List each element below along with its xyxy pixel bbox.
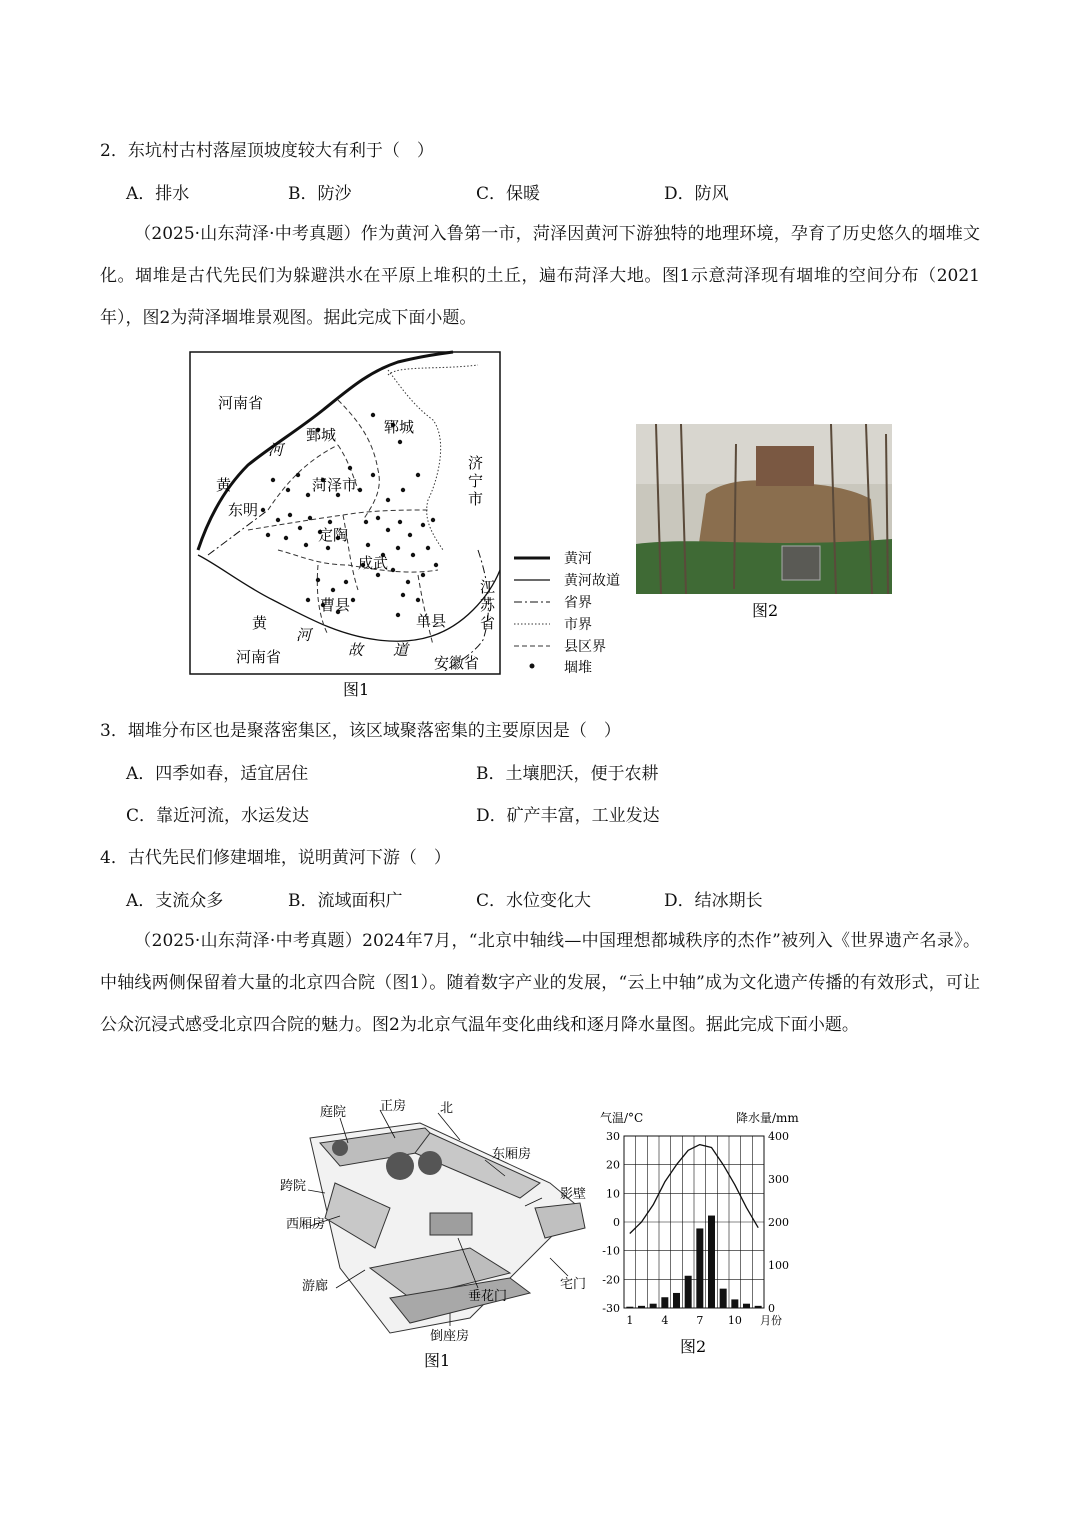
q4-option-d[interactable]: D．结冰期长 bbox=[664, 891, 763, 911]
label-jining bbox=[468, 454, 483, 508]
precip-bar bbox=[731, 1299, 738, 1308]
label-yingbi: 影壁 bbox=[560, 1187, 587, 1202]
label-zhengfang: 正房 bbox=[380, 1099, 407, 1114]
label-dingtao: 定陶 bbox=[318, 526, 349, 544]
label-huang-left: 黄 bbox=[216, 476, 232, 494]
precip-bar bbox=[673, 1293, 680, 1308]
jining-char-1: 济 bbox=[468, 454, 484, 472]
label-chengwu: 成武 bbox=[358, 554, 389, 572]
label-north: 北 bbox=[440, 1101, 454, 1116]
label-shanxian: 单县 bbox=[416, 612, 447, 630]
passage-1-text: （2025·山东菏泽·中考真题）作为黄河入鲁第一市，菏泽因黄河下游独特的地理环境，孕育了历史悠久的堌堆文化。堌堆是古代先民们为躲避洪水在平原上堆积的土丘，遍布菏泽大地。图1示意菏泽现有堌堆的空间分布（2021年），图2为菏泽堌堆景观图。据此完成下面小题。 bbox=[100, 224, 980, 328]
legend-yellow-river: 黄河 bbox=[564, 551, 592, 567]
label-tingyuan: 庭院 bbox=[320, 1105, 347, 1120]
precip-bar bbox=[626, 1307, 633, 1308]
jiangsu-char-1: 江 bbox=[480, 578, 496, 596]
siheyuan-figure bbox=[280, 1098, 600, 1370]
chart-ylabel-right: 降水量/mm bbox=[736, 1111, 799, 1125]
label-jiangsu bbox=[480, 578, 496, 632]
q4-option-a[interactable]: A．支流众多 bbox=[126, 891, 224, 911]
passage-1 bbox=[100, 213, 980, 339]
q3-stem: 3．堌堆分布区也是聚落密集区，该区域聚落密集的主要原因是（ ） bbox=[100, 721, 621, 741]
jining-char-2: 宁 bbox=[468, 472, 484, 490]
label-henan-top: 河南省 bbox=[218, 394, 264, 412]
photo-grass bbox=[636, 539, 892, 594]
q2-option-d[interactable]: D．防风 bbox=[664, 184, 729, 204]
label-heze: 菏泽市 bbox=[312, 476, 358, 494]
label-dongming: 东明 bbox=[228, 501, 259, 519]
jiangsu-char-2: 苏 bbox=[480, 596, 496, 614]
temp-tick-label: -30 bbox=[602, 1302, 620, 1315]
q4-option-c[interactable]: C．水位变化大 bbox=[476, 891, 592, 911]
chart-caption: 图2 bbox=[680, 1337, 707, 1356]
month-tick-label: 1 bbox=[626, 1314, 634, 1327]
precip-tick-label: 400 bbox=[768, 1130, 789, 1143]
label-gu: 故 bbox=[348, 641, 364, 659]
temp-tick-label: -10 bbox=[602, 1244, 620, 1258]
legend-mound-swatch bbox=[530, 664, 535, 669]
q2-stem: 2．东坑村古村落屋顶坡度较大有利于（ ） bbox=[100, 141, 434, 161]
precip-bar bbox=[708, 1216, 715, 1308]
label-kuayuan: 跨院 bbox=[280, 1179, 307, 1194]
precip-tick-label: 0 bbox=[768, 1302, 775, 1315]
temp-tick-label: 30 bbox=[606, 1130, 620, 1143]
jining-char-3: 市 bbox=[468, 490, 484, 508]
precip-tick-label: 100 bbox=[768, 1259, 789, 1272]
label-juancheng: 鄄城 bbox=[306, 426, 337, 444]
map-legend bbox=[514, 551, 620, 676]
precip-bar bbox=[755, 1306, 762, 1308]
climate-chart bbox=[596, 1106, 808, 1356]
chart-xlabel: 月份 bbox=[760, 1314, 782, 1327]
precip-tick-label: 300 bbox=[768, 1173, 789, 1186]
photo-brick-building bbox=[756, 446, 814, 486]
legend-old-course: 黄河故道 bbox=[564, 573, 620, 589]
q3-option-c[interactable]: C．靠近河流，水运发达 bbox=[126, 806, 310, 826]
passage-2 bbox=[100, 920, 980, 1046]
label-dongxiang: 东厢房 bbox=[492, 1147, 532, 1162]
photo-caption: 图2 bbox=[752, 601, 779, 620]
label-anhui: 安徽省 bbox=[434, 654, 480, 672]
temp-tick-label: 10 bbox=[606, 1187, 620, 1201]
passage-2-text: （2025·山东菏泽·中考真题）2024年7月，“北京中轴线—中国理想都城秩序的杰作”被列入《世界遗产名录》。中轴线两侧保留着大量的北京四合院（图1）。随着数字产业的发展，“云上中轴”成为文化遗产传播的有效形式，可让公众沉浸式感受北京四合院的魅力。图2为北京气温年变化曲线和逐月降水量图。据此完成下面小题。 bbox=[100, 931, 980, 1035]
legend-province: 省界 bbox=[564, 595, 592, 611]
map-caption: 图1 bbox=[343, 680, 370, 699]
legend-city: 市界 bbox=[564, 617, 592, 633]
precip-bar bbox=[638, 1306, 645, 1308]
label-dao: 道 bbox=[393, 641, 409, 659]
legend-mound: 堌堆 bbox=[564, 660, 592, 676]
q2-option-c[interactable]: C．保暖 bbox=[476, 184, 541, 204]
precip-bar bbox=[661, 1297, 668, 1308]
label-he-bottom: 河 bbox=[296, 626, 312, 644]
month-tick-label: 10 bbox=[727, 1314, 742, 1327]
q2-option-a[interactable]: A．排水 bbox=[126, 184, 190, 204]
label-henan-bottom: 河南省 bbox=[236, 648, 282, 666]
q3-option-d[interactable]: D．矿产丰富，工业发达 bbox=[476, 806, 660, 826]
precip-bar bbox=[650, 1304, 657, 1308]
temp-tick-label: -20 bbox=[602, 1273, 620, 1287]
q3-option-b[interactable]: B．土壤肥沃，便于农耕 bbox=[476, 764, 659, 784]
mound-photo-figure bbox=[636, 424, 894, 624]
precip-tick-label: 200 bbox=[768, 1216, 789, 1229]
precip-bar bbox=[685, 1276, 692, 1308]
heze-map-figure bbox=[188, 350, 638, 702]
q4-option-b[interactable]: B．流域面积广 bbox=[288, 891, 403, 911]
label-huang-bottom: 黄 bbox=[252, 614, 268, 632]
siheyuan-drawing bbox=[310, 1123, 585, 1333]
photo-stone-tablet bbox=[782, 546, 820, 580]
label-zhaimen: 宅门 bbox=[560, 1277, 587, 1292]
q3-option-a[interactable]: A．四季如春，适宜居住 bbox=[126, 764, 309, 784]
chart-grid bbox=[624, 1136, 764, 1308]
label-caoxian: 曹县 bbox=[320, 596, 351, 614]
label-daozuofang: 倒座房 bbox=[430, 1329, 470, 1344]
month-tick-label: 4 bbox=[661, 1314, 669, 1327]
temp-tick-label: 20 bbox=[606, 1158, 620, 1172]
chart-ylabel-left: 气温/°C bbox=[600, 1111, 644, 1125]
label-jiangsu-text bbox=[480, 578, 496, 632]
siheyuan-caption: 图1 bbox=[424, 1351, 451, 1370]
label-xixiang: 西厢房 bbox=[286, 1217, 326, 1232]
label-yuncheng: 郓城 bbox=[384, 418, 415, 436]
label-jining-text bbox=[468, 454, 483, 508]
month-tick-label: 7 bbox=[696, 1314, 704, 1327]
label-he-top: 河 bbox=[268, 441, 284, 459]
temp-tick-label: 0 bbox=[613, 1216, 620, 1229]
legend-county: 县区界 bbox=[564, 639, 606, 655]
jiangsu-char-3: 省 bbox=[480, 614, 496, 632]
q4-stem: 4．古代先民们修建堌堆，说明黄河下游（ ） bbox=[100, 848, 451, 868]
precip-bar bbox=[720, 1289, 727, 1308]
label-chuihuamen: 垂花门 bbox=[468, 1289, 508, 1304]
label-youlang: 游廊 bbox=[302, 1279, 329, 1294]
precip-bar bbox=[696, 1228, 703, 1308]
chart-ticks bbox=[602, 1130, 789, 1327]
q2-option-b[interactable]: B．防沙 bbox=[288, 184, 352, 204]
precip-bar bbox=[743, 1304, 750, 1308]
chuihua-gate bbox=[430, 1213, 472, 1235]
